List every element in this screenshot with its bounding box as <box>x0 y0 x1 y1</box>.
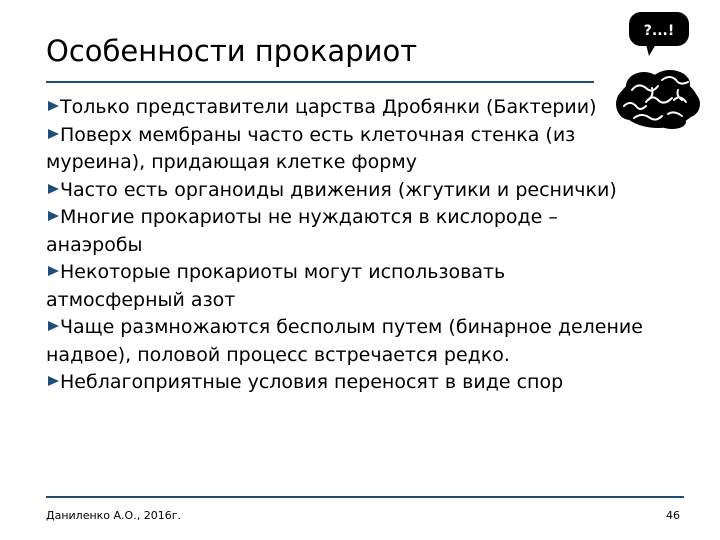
list-item <box>46 122 646 177</box>
bullet-text: Некоторые прокариоты могут использовать атмосферный азот <box>46 261 506 311</box>
page-title: Особенности прокариот <box>46 34 418 68</box>
bullet-text: Поверх мембраны часто есть клеточная стенка (из муреина), придающая клетке форму <box>46 123 576 173</box>
footer-divider <box>46 496 684 498</box>
bullet-text: Многие прокариоты не нуждаются в кислороде – анаэробы <box>46 206 558 256</box>
bullet-text: Часто есть органоиды движения (жгутики и реснички) <box>60 178 617 201</box>
bullet-list <box>46 94 646 397</box>
footer-author: Даниленко А.О., 2016г. <box>46 509 181 522</box>
triangle-bullet-icon <box>46 320 60 332</box>
list-item <box>46 94 646 122</box>
page-number: 46 <box>666 509 680 522</box>
list-item <box>46 177 646 205</box>
triangle-bullet-icon <box>46 210 60 222</box>
triangle-bullet-icon <box>46 375 60 387</box>
list-item <box>46 369 646 397</box>
list-item <box>46 314 646 369</box>
bullet-text: Неблагоприятные условия переносят в виде спор <box>60 371 564 393</box>
brain-thought-bubble-icon <box>612 10 702 130</box>
title-divider <box>46 81 594 83</box>
bullet-text: Только представители царства Дробянки (Бактерии) <box>60 96 597 118</box>
list-item <box>46 204 646 259</box>
triangle-bullet-icon <box>46 100 60 112</box>
triangle-bullet-icon <box>46 128 60 140</box>
triangle-bullet-icon <box>46 183 60 195</box>
bullet-text: Чаще размножаются бесполым путем (бинарное деление надвое), половой процесс встречается редко. <box>46 316 643 366</box>
list-item <box>46 259 646 314</box>
triangle-bullet-icon <box>46 265 60 277</box>
bubble-text: ?...! <box>643 23 675 39</box>
